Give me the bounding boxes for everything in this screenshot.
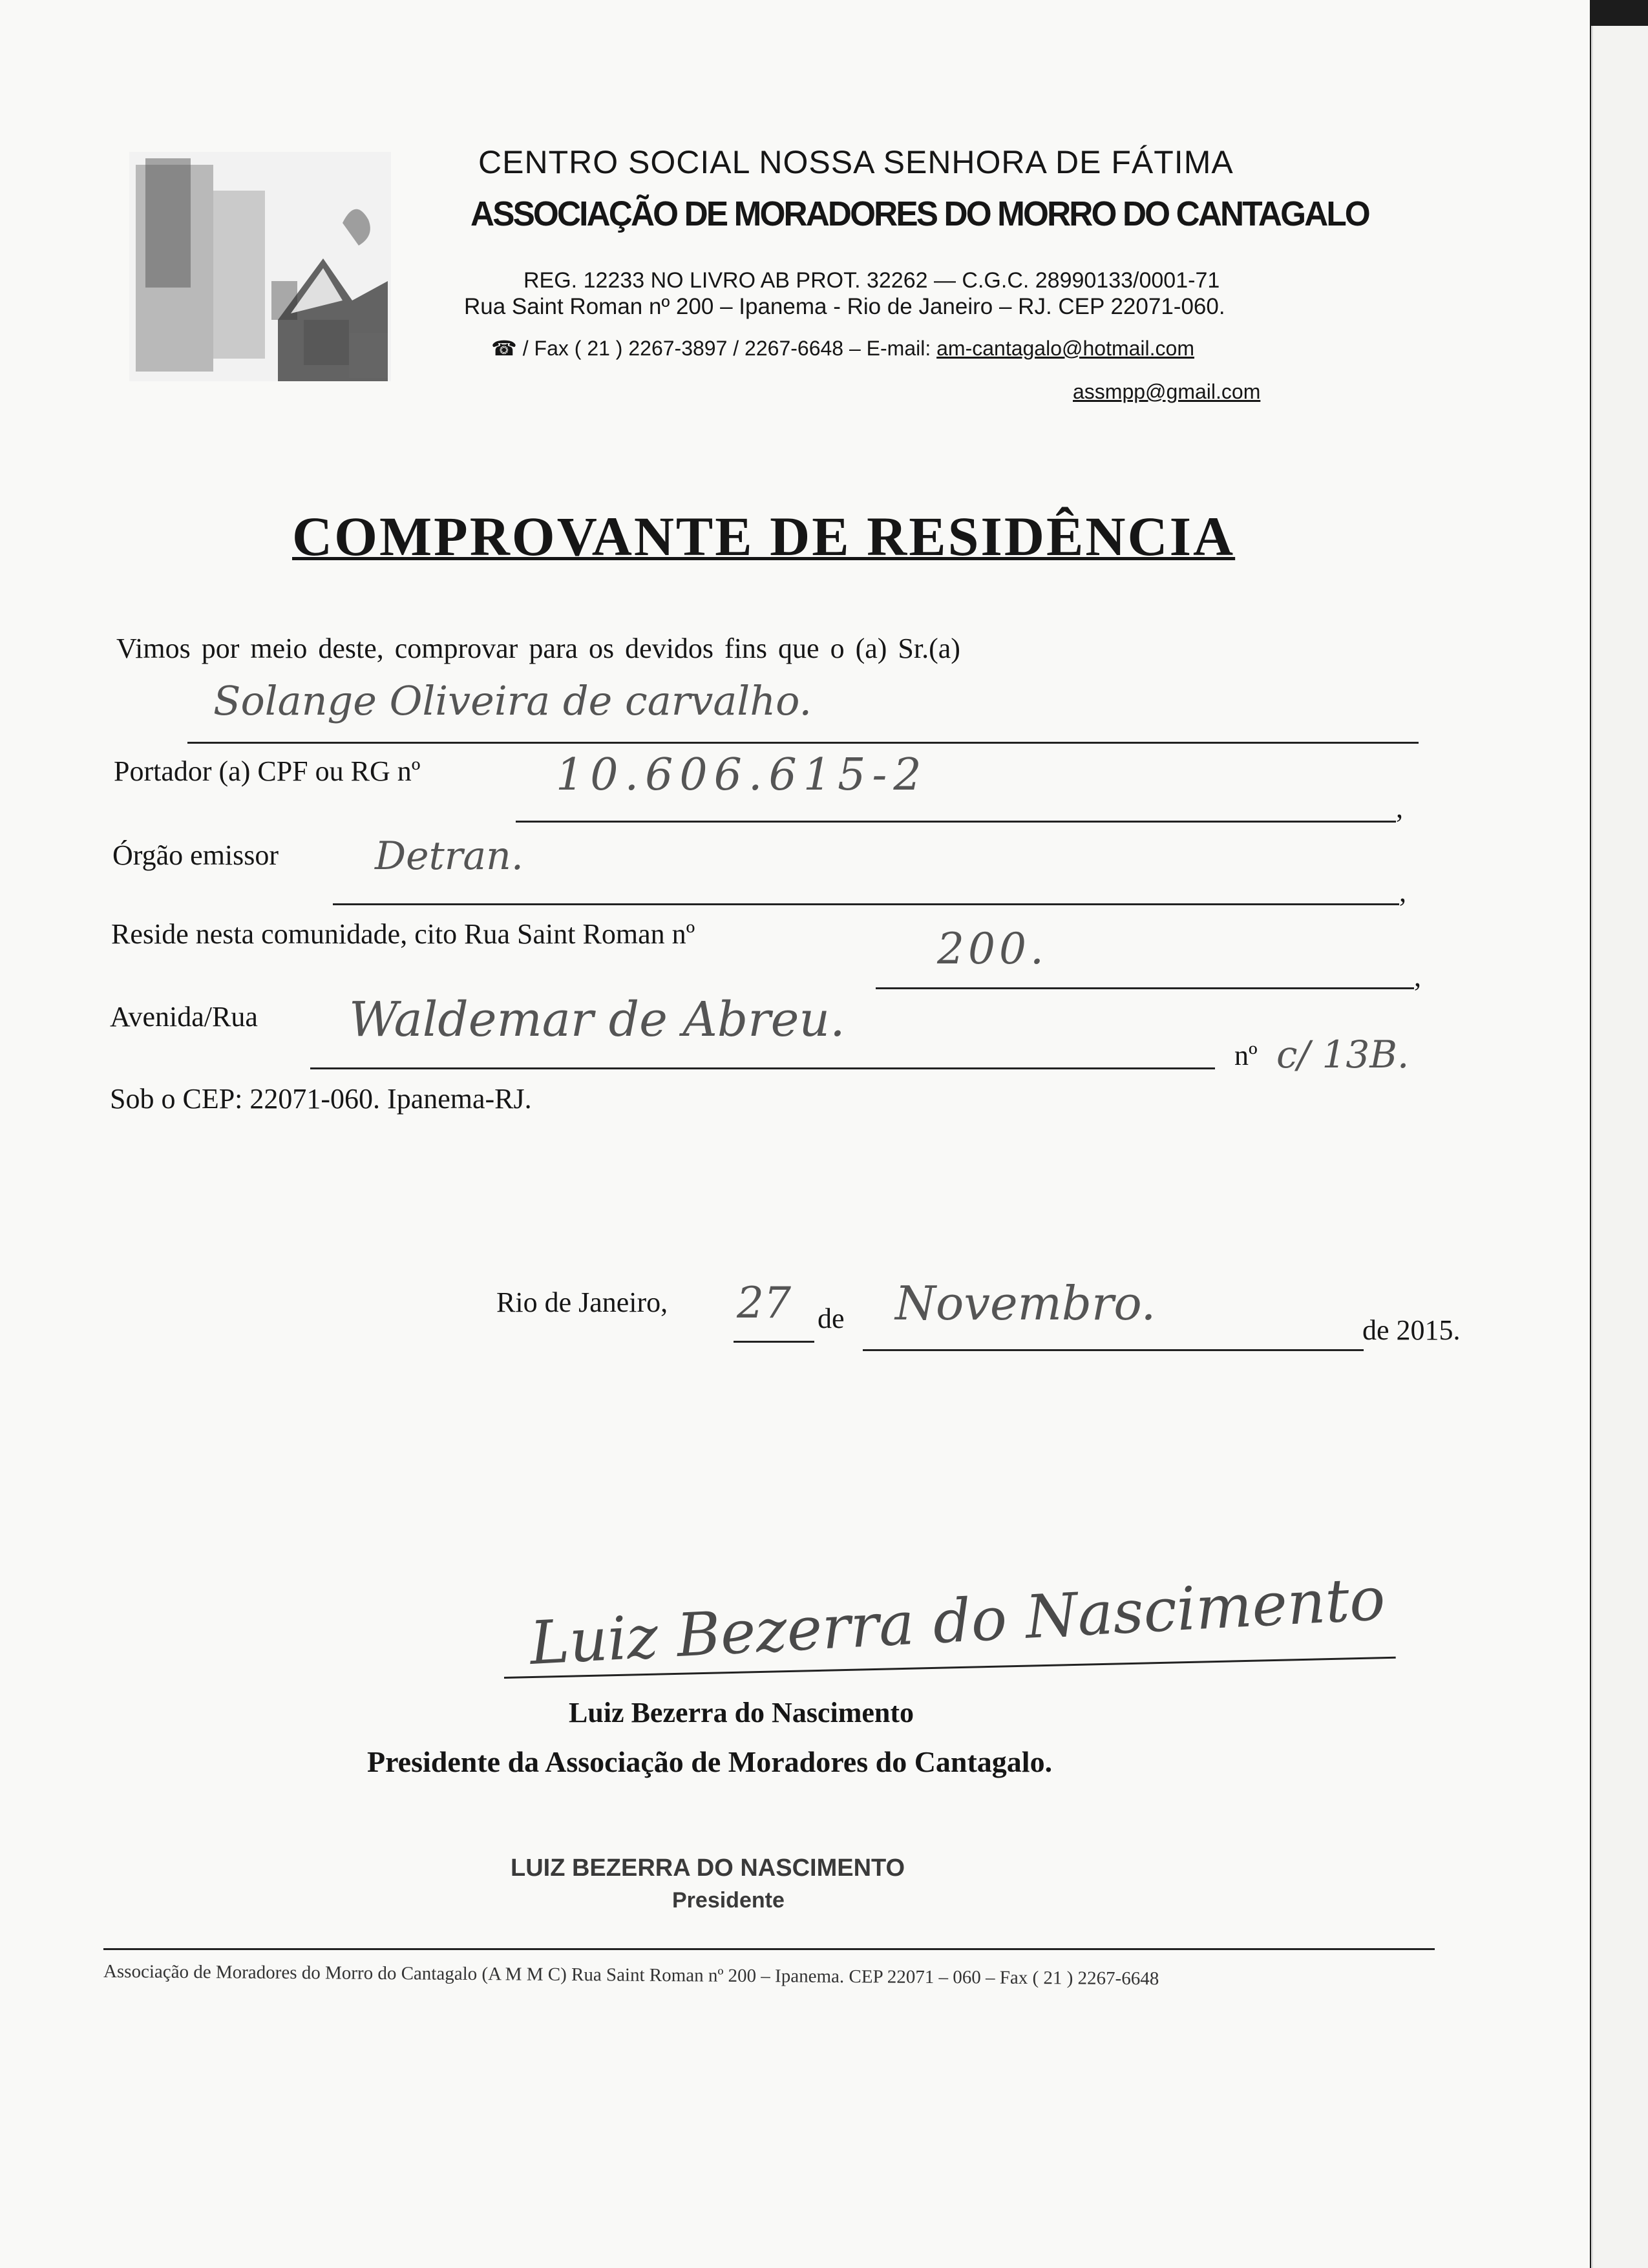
orgao-value: Detran. [375, 834, 523, 879]
association-logo [129, 152, 391, 381]
stamp-line1: LUIZ BEZERRA DO NASCIMENTO [511, 1854, 905, 1882]
intro-text: Vimos por meio deste, comprovar para os devidos fins que o (a) Sr.(a) [116, 633, 960, 664]
day-underline [734, 1341, 814, 1343]
header-line3: REG. 12233 NO LIVRO AB PROT. 32262 — C.G.C. 28990133/0001-71 [523, 268, 1220, 293]
cpf-label: Portador (a) CPF ou RG nº [114, 755, 421, 787]
cep-line: Sob o CEP: 22071-060. Ipanema-RJ. [110, 1083, 532, 1115]
orgao-comma: , [1399, 876, 1406, 908]
month-underline [863, 1349, 1364, 1351]
email-link-2[interactable]: assmpp@gmail.com [1073, 380, 1261, 403]
number-value: c/ 13B. [1276, 1033, 1410, 1076]
header-contact-line [491, 336, 1194, 361]
stamp-line2: Presidente [672, 1888, 785, 1913]
date-de: de [818, 1303, 845, 1334]
name-value: Solange Oliveira de carvalho. [213, 677, 812, 724]
email-link-1[interactable]: am-cantagalo@hotmail.com [936, 337, 1194, 360]
cpf-value: 10.606.615-2 [556, 750, 928, 801]
reside-value: 200. [937, 924, 1048, 974]
footer-text: Associação de Moradores do Morro do Cantagalo (A M M C) Rua Saint Roman nº 200 – Ipanema. CEP 22071 – 060 – Fax ( 21 ) 2267-6648 [103, 1961, 1159, 1990]
cpf-comma: , [1396, 792, 1403, 824]
header-line4: Rua Saint Roman nº 200 – Ipanema - Rio de Janeiro – RJ. CEP 22071-060. [464, 294, 1225, 319]
avenida-value: Waldemar de Abreu. [349, 992, 845, 1047]
reside-label: Reside nesta comunidade, cito Rua Saint Roman nº [111, 918, 695, 950]
header-line1: CENTRO SOCIAL NOSSA SENHORA DE FÁTIMA [478, 144, 1234, 180]
date-prefix: Rio de Janeiro, [496, 1286, 668, 1318]
cpf-underline [516, 821, 1396, 823]
header-line2: ASSOCIAÇÃO DE MORADORES DO MORRO DO CANTAGALO [470, 194, 1369, 233]
name-underline [187, 742, 1419, 744]
signer-role: Presidente da Associação de Moradores do Cantagalo. [367, 1745, 1053, 1778]
footer-rule [103, 1948, 1435, 1950]
number-label: nº [1234, 1040, 1258, 1071]
handwritten-signature: Luiz Bezerra do Nascimento [528, 1564, 1387, 1678]
phone-fax-text: ☎ / Fax ( 21 ) 2267-3897 / 2267-6648 – E-mail: [491, 337, 937, 360]
avenida-underline [310, 1067, 1215, 1069]
date-suffix: de 2015. [1362, 1314, 1461, 1346]
orgao-label: Órgão emissor [112, 839, 279, 871]
signer-name: Luiz Bezerra do Nascimento [569, 1697, 914, 1728]
page-edge [1591, 26, 1648, 2268]
reside-underline [876, 987, 1414, 989]
avenida-label: Avenida/Rua [110, 1001, 258, 1033]
reside-comma: , [1414, 961, 1421, 992]
document-title: COMPROVANTE DE RESIDÊNCIA [292, 505, 1236, 567]
date-day: 27 [737, 1278, 791, 1328]
date-month: Novembro. [895, 1276, 1156, 1330]
orgao-underline [333, 903, 1399, 905]
